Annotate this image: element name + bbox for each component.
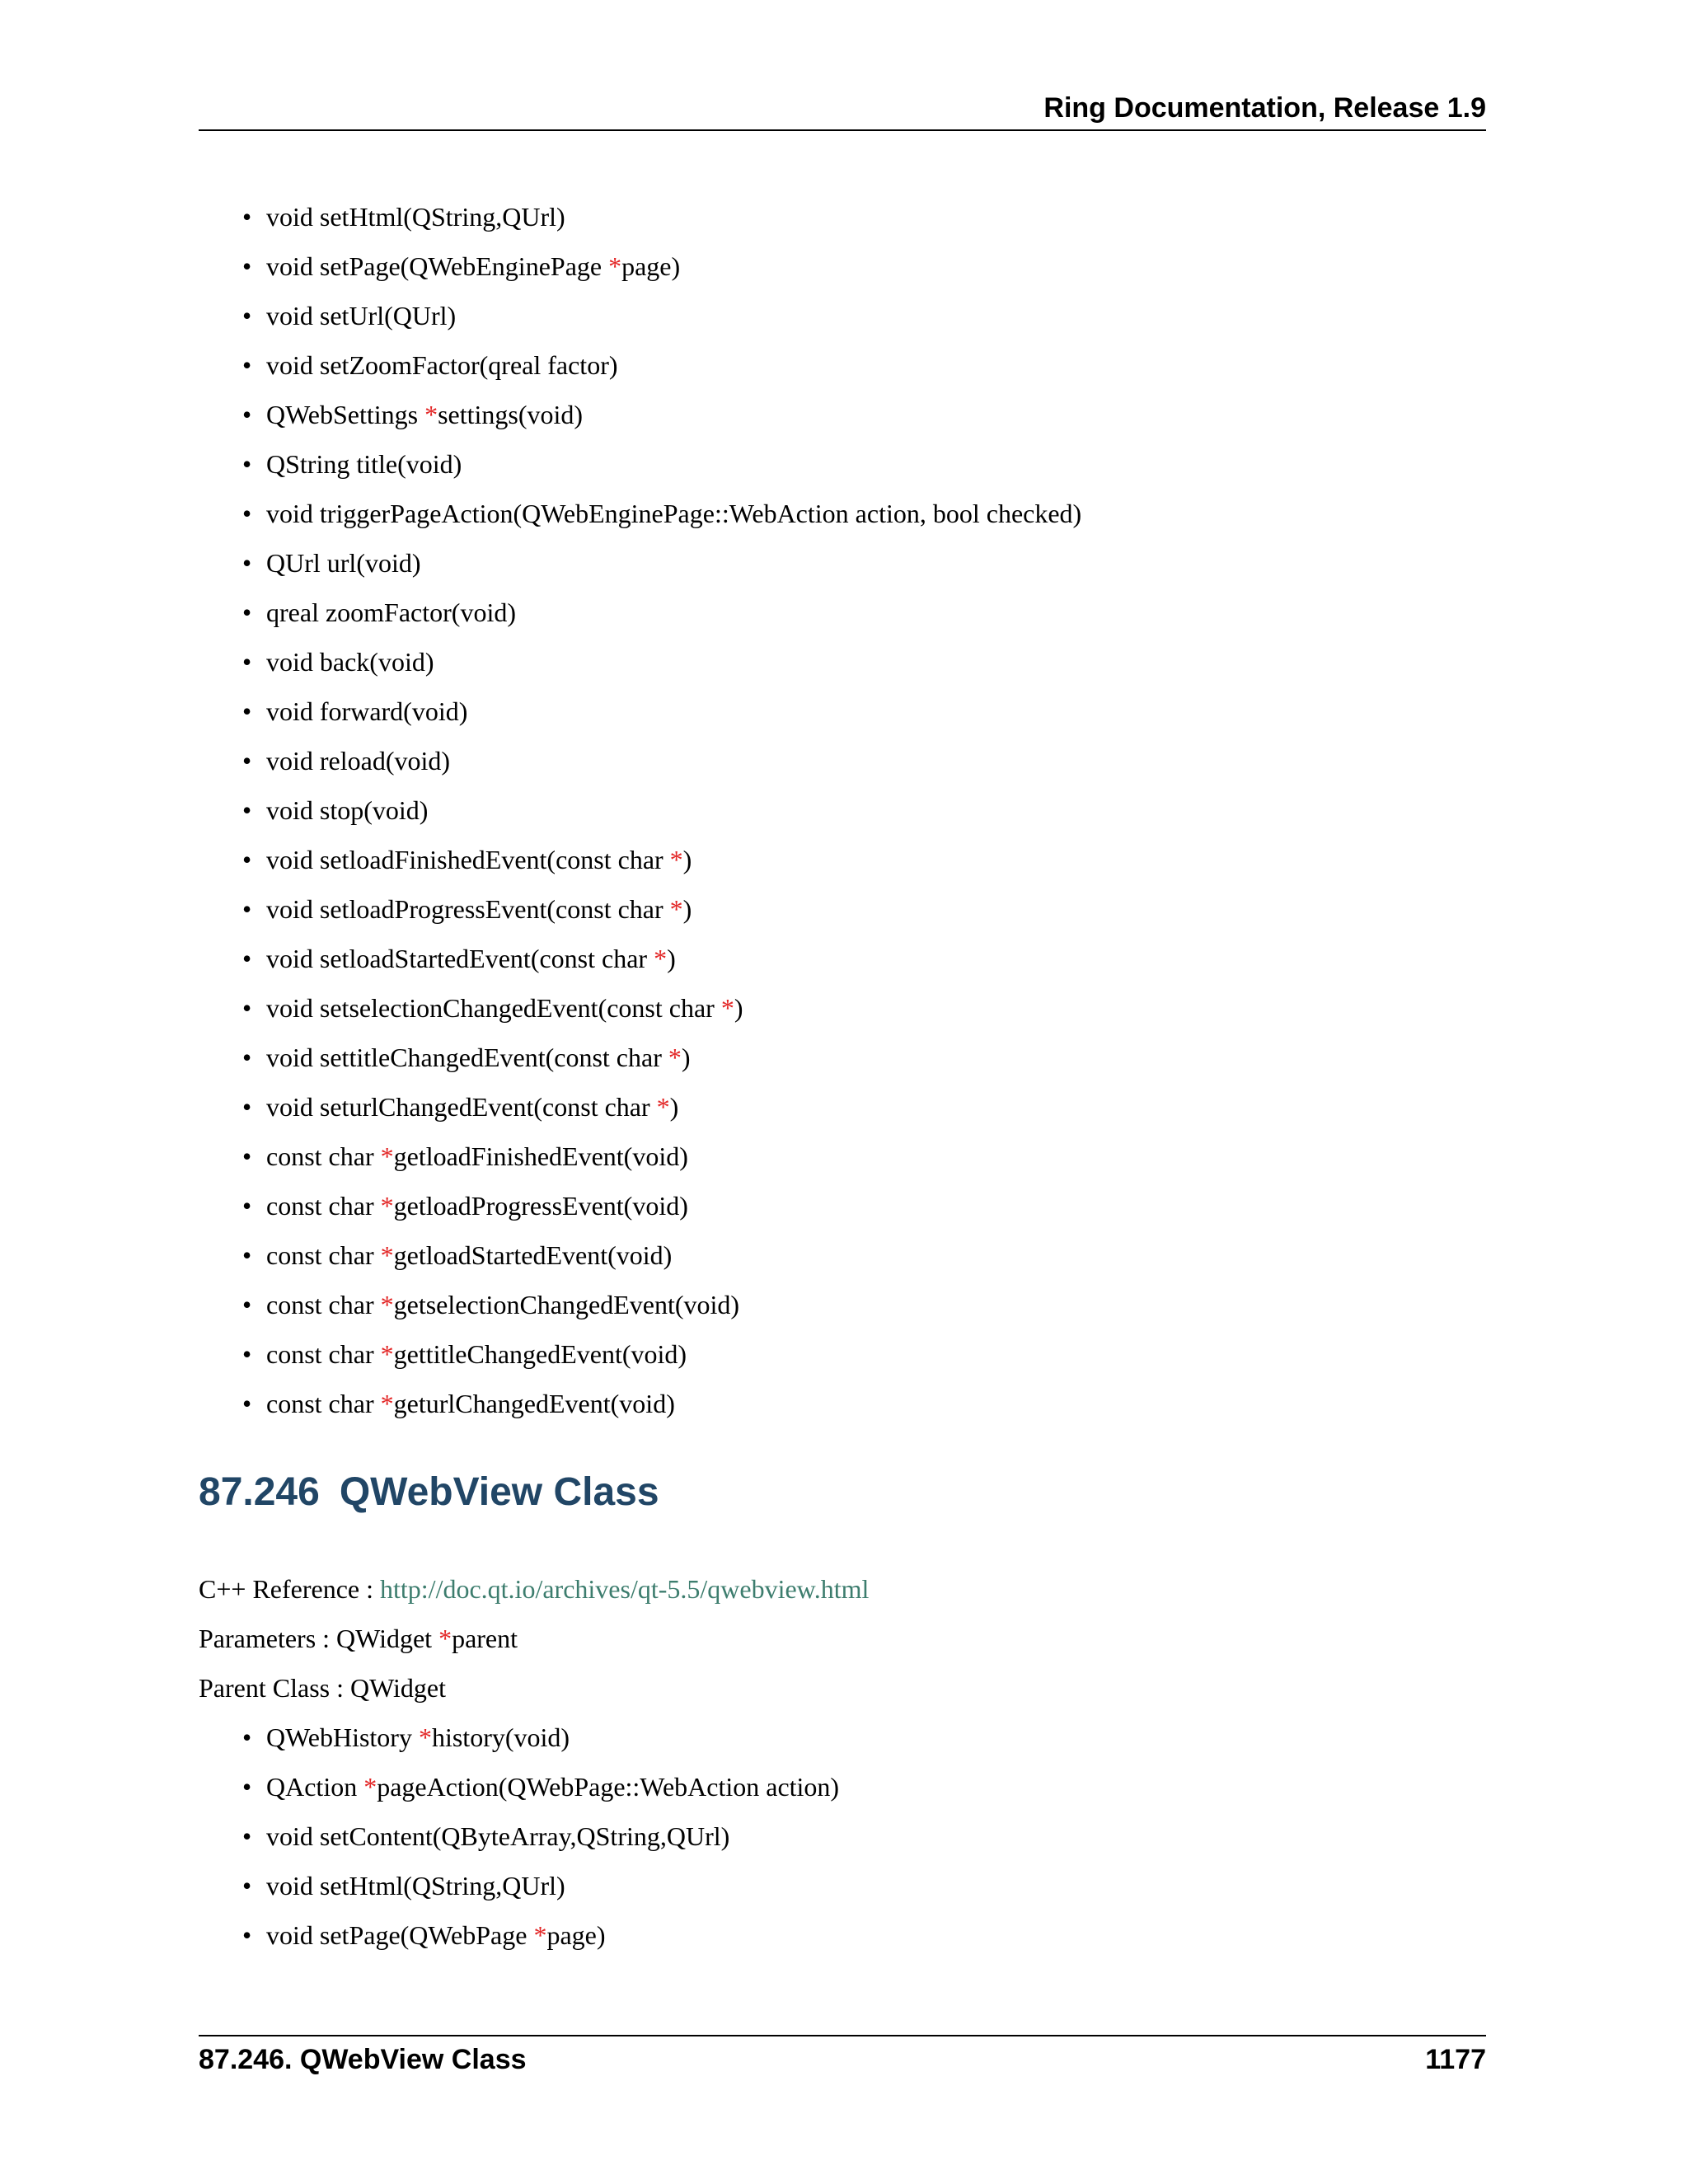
bullet-icon: • (242, 449, 252, 479)
signature-text: void setZoomFactor(qreal factor) (266, 350, 618, 380)
method-signature (266, 1230, 672, 1280)
section-heading (199, 1469, 659, 1515)
method-signature (266, 1762, 839, 1811)
pointer-asterisk: * (380, 1240, 394, 1270)
bullet-icon: • (242, 251, 252, 281)
method-signature (266, 1329, 687, 1379)
pointer-asterisk: * (424, 400, 438, 429)
bullet-icon: • (242, 647, 252, 677)
signature-text: geturlChangedEvent(void) (393, 1389, 675, 1418)
pointer-asterisk: * (363, 1772, 377, 1802)
pointer-asterisk: * (380, 1389, 394, 1418)
parameters-text: Parameters : QWidget (199, 1624, 439, 1653)
bullet-icon: • (242, 1772, 252, 1802)
bullet-icon: • (242, 400, 252, 429)
method-signature (266, 192, 565, 241)
signature-text: const char (266, 1191, 381, 1221)
signature-text: ) (734, 993, 743, 1023)
signature-text: ) (682, 894, 692, 924)
method-signature (266, 884, 692, 934)
bullet-icon: • (242, 1240, 252, 1270)
method-signature (266, 1811, 729, 1861)
method-signature (266, 1861, 565, 1910)
method-signature (266, 785, 428, 835)
pointer-asterisk: * (654, 944, 668, 973)
signature-text: page) (621, 251, 681, 281)
signature-text: ) (667, 944, 676, 973)
section-number: 87.246 (199, 1470, 320, 1514)
bullet-icon: • (242, 1141, 252, 1171)
signature-text: getselectionChangedEvent(void) (393, 1290, 740, 1319)
signature-text: const char (266, 1141, 381, 1171)
signature-text: ) (682, 845, 692, 874)
signature-text: QString title(void) (266, 449, 462, 479)
method-signature (266, 1082, 678, 1132)
pointer-asterisk: * (668, 1043, 682, 1072)
method-signature (266, 439, 462, 489)
pointer-asterisk: * (533, 1920, 547, 1950)
bullet-icon: • (242, 499, 252, 528)
signature-text: gettitleChangedEvent(void) (393, 1339, 687, 1369)
signature-text: getloadStartedEvent(void) (393, 1240, 673, 1270)
method-signature (266, 687, 467, 736)
signature-text: ) (681, 1043, 691, 1072)
method-signature (266, 1181, 688, 1230)
signature-text: void setPage(QWebPage (266, 1920, 534, 1950)
method-signature (266, 489, 1081, 538)
signature-text: QWebHistory (266, 1722, 419, 1752)
bullet-icon: • (242, 548, 252, 578)
signature-text: const char (266, 1389, 381, 1418)
cpp-reference-link[interactable]: http://doc.qt.io/archives/qt-5.5/qwebview.html (380, 1574, 870, 1604)
signature-text: void seturlChangedEvent(const char (266, 1092, 657, 1122)
signature-text: void setloadProgressEvent(const char (266, 894, 670, 924)
signature-text: QAction (266, 1772, 364, 1802)
pointer-asterisk: * (720, 993, 734, 1023)
signature-text: settings(void) (438, 400, 584, 429)
signature-text: void setloadStartedEvent(const char (266, 944, 654, 973)
method-signature (266, 588, 516, 637)
bullet-icon: • (242, 1389, 252, 1418)
method-signature (266, 835, 692, 884)
bullet-icon: • (242, 1043, 252, 1072)
pointer-asterisk: * (380, 1339, 394, 1369)
method-signature (266, 538, 421, 588)
page-number: 1177 (1425, 2044, 1486, 2075)
signature-text: page) (546, 1920, 606, 1950)
bullet-icon: • (242, 1920, 252, 1950)
running-header: Ring Documentation, Release 1.9 (1043, 92, 1486, 124)
pointer-asterisk: * (380, 1191, 394, 1221)
signature-text: void forward(void) (266, 696, 468, 726)
method-signature (266, 637, 434, 687)
signature-text: void back(void) (266, 647, 434, 677)
signature-text: void setContent(QByteArray,QString,QUrl) (266, 1821, 730, 1851)
method-signature (266, 291, 456, 340)
signature-text: void settitleChangedEvent(const char (266, 1043, 668, 1072)
signature-text: void setselectionChangedEvent(const char (266, 993, 721, 1023)
method-signature (266, 1713, 570, 1762)
pointer-asterisk: * (438, 1624, 452, 1653)
pointer-asterisk: * (669, 845, 683, 874)
bullet-icon: • (242, 598, 252, 627)
header-rule (199, 129, 1486, 131)
cpp-reference-line (199, 1564, 869, 1614)
signature-text: pageAction(QWebPage::WebAction action) (377, 1772, 840, 1802)
bullet-icon: • (242, 350, 252, 380)
bullet-icon: • (242, 894, 252, 924)
bullet-icon: • (242, 795, 252, 825)
bullet-icon: • (242, 1339, 252, 1369)
pointer-asterisk: * (418, 1722, 432, 1752)
footer-section-title: 87.246. QWebView Class (199, 2044, 527, 2075)
bullet-icon: • (242, 845, 252, 874)
bullet-icon: • (242, 993, 252, 1023)
signature-text: void setHtml(QString,QUrl) (266, 202, 565, 232)
signature-text: void stop(void) (266, 795, 429, 825)
parent-class-line: Parent Class : QWidget (199, 1673, 446, 1703)
signature-text: void setUrl(QUrl) (266, 301, 457, 330)
method-signature (266, 340, 618, 390)
method-signature (266, 736, 450, 785)
method-signature (266, 390, 583, 439)
bullet-icon: • (242, 1191, 252, 1221)
method-signature (266, 1132, 688, 1181)
signature-text: const char (266, 1339, 381, 1369)
method-signature (266, 241, 680, 291)
bullet-icon: • (242, 1821, 252, 1851)
bullet-icon: • (242, 1290, 252, 1319)
signature-text: void setloadFinishedEvent(const char (266, 845, 670, 874)
method-signature (266, 1033, 691, 1082)
signature-text: const char (266, 1290, 381, 1319)
cpp-reference-label: C++ Reference : (199, 1574, 380, 1604)
signature-text: QWebSettings (266, 400, 425, 429)
signature-text: history(void) (431, 1722, 570, 1752)
signature-text: void setPage(QWebEnginePage (266, 251, 609, 281)
pointer-asterisk: * (608, 251, 622, 281)
signature-text: QUrl url(void) (266, 548, 421, 578)
pointer-asterisk: * (380, 1141, 394, 1171)
footer-rule (199, 2035, 1486, 2036)
signature-text: getloadProgressEvent(void) (393, 1191, 688, 1221)
bullet-icon: • (242, 202, 252, 232)
bullet-icon: • (242, 746, 252, 776)
pointer-asterisk: * (669, 894, 683, 924)
method-signature (266, 983, 743, 1033)
signature-text: void setHtml(QString,QUrl) (266, 1871, 565, 1900)
bullet-icon: • (242, 1722, 252, 1752)
bullet-icon: • (242, 696, 252, 726)
signature-text: void triggerPageAction(QWebEnginePage::WebAction action, bool checked) (266, 499, 1082, 528)
parameters-name: parent (452, 1624, 518, 1653)
bullet-icon: • (242, 944, 252, 973)
signature-text: qreal zoomFactor(void) (266, 598, 516, 627)
bullet-icon: • (242, 1092, 252, 1122)
method-signature (266, 1379, 675, 1428)
method-signature (266, 1910, 606, 1960)
method-signature (266, 1280, 739, 1329)
pointer-asterisk: * (380, 1290, 394, 1319)
method-signature (266, 934, 676, 983)
pointer-asterisk: * (656, 1092, 670, 1122)
signature-text: getloadFinishedEvent(void) (393, 1141, 688, 1171)
bullet-icon: • (242, 1871, 252, 1900)
bullet-icon: • (242, 301, 252, 330)
parameters-line (199, 1614, 518, 1663)
signature-text: const char (266, 1240, 381, 1270)
signature-text: void reload(void) (266, 746, 451, 776)
signature-text: ) (669, 1092, 679, 1122)
section-title-text: QWebView Class (339, 1470, 659, 1514)
